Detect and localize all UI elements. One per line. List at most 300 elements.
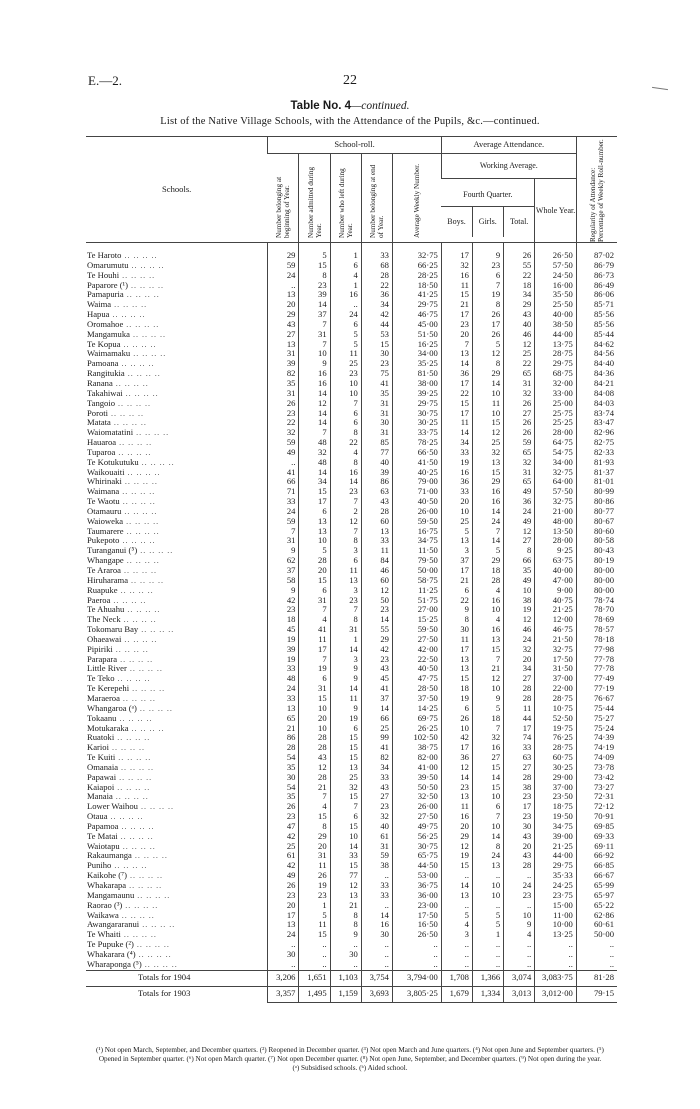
cell-value: 28·75 — [535, 743, 577, 753]
cell-value: 7 — [330, 802, 361, 812]
cell-value: 6 — [472, 802, 503, 812]
cell-value: 10 — [504, 911, 535, 921]
cell-value: 28 — [299, 733, 330, 743]
table-row — [86, 546, 617, 556]
cell-value: 5 — [472, 911, 503, 921]
school-name: Taumarere .. .. .. .. — [87, 526, 160, 536]
table-title-main: Table No. 4 — [290, 100, 352, 112]
cell-value: 15 — [330, 743, 361, 753]
cell-value: 82·96 — [576, 428, 617, 438]
cell-value: 17 — [441, 743, 472, 753]
cell-value: .. — [472, 901, 503, 911]
cell-value: 1,651 — [299, 970, 330, 986]
cell-value: 25 — [330, 359, 361, 369]
table-row — [86, 901, 617, 911]
school-name: Awangararanui .. .. .. .. — [87, 920, 176, 930]
school-name: Raorao (³) .. .. .. .. — [87, 900, 159, 910]
cell-value: 26·25 — [392, 724, 441, 734]
cell-value: .. — [268, 458, 299, 468]
cell-value: 24 — [504, 507, 535, 517]
school-name: Waima .. .. .. .. — [87, 300, 148, 310]
cell-value: 32 — [361, 812, 392, 822]
school-name: Otamauru .. .. .. .. — [87, 506, 158, 516]
school-name: Lower Waihou .. .. .. .. — [87, 802, 174, 812]
cell-value: 34·00 — [392, 349, 441, 359]
cell-value: 32 — [268, 428, 299, 438]
cell-value: .. — [504, 871, 535, 881]
cell-value: 84·56 — [576, 349, 617, 359]
footnote-line: (ᵃ) Subsidised schools. (ᵇ) Aided school. — [292, 1064, 408, 1072]
cell-value: 38·75 — [392, 743, 441, 753]
cell-value: 16 — [472, 497, 503, 507]
cell-value: 13 — [441, 349, 472, 359]
cell-value: .. — [576, 960, 617, 970]
cell-value: 26·50 — [535, 251, 577, 261]
cell-value: 41 — [268, 468, 299, 478]
cell-value: 13 — [299, 517, 330, 527]
cell-value: 3 — [441, 930, 472, 940]
cell-value: 3,012·00 — [535, 986, 577, 1002]
cell-value: .. — [504, 940, 535, 950]
cell-value: 85·56 — [576, 320, 617, 330]
cell-value: 61 — [361, 832, 392, 842]
cell-value: 13 — [361, 527, 392, 537]
cell-value: 24 — [268, 271, 299, 281]
cell-value: 86·06 — [576, 290, 617, 300]
cell-value: 12 — [504, 340, 535, 350]
cell-value: 38·50 — [535, 320, 577, 330]
cell-value: 23·50 — [535, 792, 577, 802]
schools-header: Schools. — [86, 137, 268, 243]
cell-value: 43 — [361, 497, 392, 507]
table-row — [86, 842, 617, 852]
cell-value: 69·75 — [392, 714, 441, 724]
table-row — [86, 487, 617, 497]
cell-value: 8 — [330, 615, 361, 625]
table-row — [86, 261, 617, 271]
cell-value: 5 — [472, 546, 503, 556]
cell-value: 21 — [441, 576, 472, 586]
cell-value: 20 — [268, 300, 299, 310]
cell-value: 23 — [268, 605, 299, 615]
cell-value: 38 — [504, 783, 535, 793]
table-gap — [86, 243, 617, 252]
cell-value: 31 — [299, 330, 330, 340]
cell-value: 20 — [504, 655, 535, 665]
school-name: Totals for 1904 — [86, 970, 268, 986]
cell-value: 12 — [299, 763, 330, 773]
avg-attendance-header: Average Attendance. — [441, 137, 576, 154]
cell-value: 13·25 — [535, 930, 577, 940]
cell-value: 32 — [504, 389, 535, 399]
cell-value: 60·61 — [576, 920, 617, 930]
cell-value: 14 — [299, 409, 330, 419]
school-name: Tangoio .. .. .. .. — [87, 398, 152, 408]
cell-value: 8 — [504, 546, 535, 556]
cell-value: 77 — [330, 871, 361, 881]
cell-value: 7 — [472, 527, 503, 537]
cell-value: 6 — [299, 674, 330, 684]
cell-value: 10 — [441, 724, 472, 734]
cell-value: 20 — [268, 901, 299, 911]
table-row — [86, 674, 617, 684]
cell-value: 28 — [504, 684, 535, 694]
cell-value: 19 — [441, 694, 472, 704]
cell-value: 70·91 — [576, 812, 617, 822]
cell-value: .. — [441, 940, 472, 950]
cell-value: 23 — [441, 320, 472, 330]
cell-value: 7 — [472, 281, 503, 291]
cell-value: 32·00 — [535, 379, 577, 389]
whole-year-header: Whole Year. — [535, 179, 577, 243]
cell-value: 9·25 — [535, 546, 577, 556]
school-name: Pamoana .. .. .. .. — [87, 359, 155, 369]
cell-value: 17·50 — [535, 655, 577, 665]
cell-value: 82 — [268, 369, 299, 379]
cell-value: 5 — [441, 527, 472, 537]
cell-value: 19 — [330, 714, 361, 724]
cell-value: 19 — [299, 664, 330, 674]
cell-value: 80·00 — [576, 586, 617, 596]
cell-value: 12 — [472, 349, 503, 359]
cell-value: 75·24 — [576, 724, 617, 734]
cell-value: 24 — [504, 881, 535, 891]
cell-value: 85·44 — [576, 330, 617, 340]
cell-value: 17 — [441, 409, 472, 419]
table-row — [86, 783, 617, 793]
cell-value: 39 — [361, 468, 392, 478]
cell-value: 39 — [299, 290, 330, 300]
cell-value: 65·99 — [576, 881, 617, 891]
beginning-header: Number belonging at beginning of Year. — [268, 154, 299, 243]
cell-value: 20 — [441, 822, 472, 832]
cell-value: 24·50 — [535, 271, 577, 281]
cell-value: 33 — [268, 664, 299, 674]
cell-value: 5 — [472, 704, 503, 714]
cell-value: 65 — [268, 714, 299, 724]
cell-value: 3,357 — [268, 986, 299, 1002]
table-row — [86, 960, 617, 970]
table-row — [86, 349, 617, 359]
cell-value: 11 — [330, 694, 361, 704]
cell-value: 14 — [472, 507, 503, 517]
cell-value: 10 — [472, 389, 503, 399]
cell-value: 34 — [441, 438, 472, 448]
cell-value: 79·15 — [576, 986, 617, 1002]
table-row — [86, 704, 617, 714]
cell-value: 14·25 — [392, 704, 441, 714]
cell-value: 43 — [268, 320, 299, 330]
cell-value: 38·00 — [392, 379, 441, 389]
cell-value: 14 — [330, 477, 361, 487]
school-name: Mangamuka .. .. .. .. — [87, 329, 166, 339]
cell-value: 8 — [330, 536, 361, 546]
cell-value: 14 — [472, 832, 503, 842]
cell-value: 78·74 — [576, 596, 617, 606]
cell-value: 19 — [268, 635, 299, 645]
cell-value: 14 — [299, 418, 330, 428]
cell-value: 21·50 — [535, 635, 577, 645]
cell-value: 7 — [330, 399, 361, 409]
cell-value: 39 — [268, 645, 299, 655]
school-name: Maraeroa .. .. .. .. — [87, 693, 156, 703]
school-name: Waimamaku .. .. .. .. — [87, 349, 167, 359]
cell-value: 21 — [299, 783, 330, 793]
cell-value: 17 — [504, 802, 535, 812]
cell-value: 5 — [472, 920, 503, 930]
cell-value: 16·25 — [392, 340, 441, 350]
cell-value: 30·75 — [392, 842, 441, 852]
cell-value: 3 — [330, 655, 361, 665]
cell-value: 32·75 — [535, 468, 577, 478]
cell-value: 14 — [299, 300, 330, 310]
school-name: Waikawa .. .. .. .. — [87, 910, 155, 920]
table-row — [86, 536, 617, 546]
cell-value: 79·00 — [392, 477, 441, 487]
cell-value: 47 — [268, 822, 299, 832]
table-row — [86, 930, 617, 940]
cell-value: 80·86 — [576, 497, 617, 507]
cell-value: 28·75 — [535, 694, 577, 704]
cell-value: 59 — [504, 438, 535, 448]
cell-value: 18·50 — [392, 281, 441, 291]
cell-value: .. — [330, 300, 361, 310]
cell-value: 23 — [268, 409, 299, 419]
cell-value: 30 — [441, 625, 472, 635]
school-name: Totals for 1903 — [86, 986, 268, 1002]
cell-value: 40·75 — [535, 596, 577, 606]
table-row — [86, 399, 617, 409]
school-name: Te Matai .. .. .. .. — [87, 831, 154, 841]
cell-value: 84 — [361, 556, 392, 566]
school-name: Hiruharama .. .. .. .. — [87, 575, 165, 585]
cell-value: 32 — [299, 448, 330, 458]
cell-value: 4 — [299, 615, 330, 625]
cell-value: 40·00 — [535, 310, 577, 320]
cell-value: 48 — [299, 458, 330, 468]
cell-value: 42 — [361, 310, 392, 320]
cell-value: 31 — [299, 851, 330, 861]
cell-value: 11·50 — [392, 546, 441, 556]
table-row — [86, 605, 617, 615]
cell-value: 65·97 — [576, 891, 617, 901]
cell-value: 16 — [472, 743, 503, 753]
cell-value: 29 — [504, 300, 535, 310]
cell-value: 45 — [268, 625, 299, 635]
cell-value: 36·00 — [392, 891, 441, 901]
cell-value: 99 — [361, 733, 392, 743]
cell-value: 29 — [472, 369, 503, 379]
cell-value: 66·50 — [392, 448, 441, 458]
cell-value: 15 — [361, 340, 392, 350]
cell-value: 7 — [299, 655, 330, 665]
cell-value: 84·08 — [576, 389, 617, 399]
cell-value: 54·75 — [535, 448, 577, 458]
cell-value: 50·00 — [392, 566, 441, 576]
cell-value: 23 — [268, 812, 299, 822]
cell-value: 6 — [330, 320, 361, 330]
cell-value: 15·00 — [535, 901, 577, 911]
cell-value: 32·75 — [535, 497, 577, 507]
cell-value: 8 — [330, 458, 361, 468]
cell-value: 71·00 — [392, 487, 441, 497]
cell-value: 58·75 — [392, 576, 441, 586]
cell-value: 84·36 — [576, 369, 617, 379]
cell-value: 80·67 — [576, 517, 617, 527]
cell-value: 16 — [299, 379, 330, 389]
cell-value: 12 — [441, 763, 472, 773]
cell-value: 28·25 — [392, 271, 441, 281]
school-name: Tuparoa .. .. .. .. — [87, 447, 152, 457]
cell-value: 17 — [441, 645, 472, 655]
cell-value: 28 — [299, 743, 330, 753]
cell-value: 24 — [472, 851, 503, 861]
cell-value: 26 — [299, 871, 330, 881]
school-name: Oromahoe .. .. .. .. — [87, 319, 160, 329]
cell-value: 7 — [472, 724, 503, 734]
school-name: Te Whaiti .. .. .. .. — [87, 930, 157, 940]
cell-value: 66 — [361, 714, 392, 724]
cell-value: 5 — [472, 340, 503, 350]
cell-value: 18 — [441, 684, 472, 694]
cell-value: .. — [268, 281, 299, 291]
cell-value: 68 — [361, 261, 392, 271]
cell-value: 23 — [330, 369, 361, 379]
cell-value: 15 — [299, 694, 330, 704]
cell-value: 80·77 — [576, 507, 617, 517]
cell-value: 81·37 — [576, 468, 617, 478]
cell-value: .. — [472, 940, 503, 950]
cell-value: 44·00 — [535, 851, 577, 861]
cell-value: .. — [330, 940, 361, 950]
table-row — [86, 812, 617, 822]
cell-value: 8 — [299, 822, 330, 832]
cell-value: 9 — [330, 704, 361, 714]
cell-value: 12 — [441, 842, 472, 852]
cell-value: 28 — [268, 743, 299, 753]
table-row — [86, 802, 617, 812]
cell-value: 40 — [504, 320, 535, 330]
cell-value: 14 — [441, 773, 472, 783]
cell-value: 63 — [361, 487, 392, 497]
school-name: Omarumutu .. .. .. .. — [87, 260, 165, 270]
cell-value: 13 — [330, 763, 361, 773]
admitted-header: Number admitted during Year. — [299, 154, 330, 243]
cell-value: 5 — [299, 911, 330, 921]
school-name: Waioweka .. .. .. .. — [87, 516, 160, 526]
cell-value: 10·75 — [535, 704, 577, 714]
cell-value: .. — [472, 960, 503, 970]
table-row — [86, 920, 617, 930]
cell-value: .. — [504, 960, 535, 970]
cell-value: .. — [441, 950, 472, 960]
cell-value: 63·75 — [535, 556, 577, 566]
cell-value: .. — [441, 871, 472, 881]
cell-value: 4 — [472, 615, 503, 625]
cell-value: 24·25 — [535, 881, 577, 891]
cell-value: 25 — [268, 842, 299, 852]
school-name: Pipiriki .. .. .. .. — [87, 644, 149, 654]
cell-value: 17 — [441, 379, 472, 389]
cell-value: 42 — [361, 645, 392, 655]
cell-value: 66·67 — [576, 871, 617, 881]
cell-value: 14 — [299, 468, 330, 478]
cell-value: 33·75 — [392, 428, 441, 438]
cell-value: 86 — [361, 477, 392, 487]
school-name: Pamapuria .. .. .. .. — [87, 290, 160, 300]
cell-value: 48·00 — [535, 517, 577, 527]
cell-value: 31 — [299, 596, 330, 606]
cell-value: 33 — [441, 448, 472, 458]
cell-value: .. — [535, 960, 577, 970]
cell-value: 7 — [472, 655, 503, 665]
cell-value: 40 — [361, 822, 392, 832]
cell-value: 18 — [472, 714, 503, 724]
cell-value: 16·50 — [392, 920, 441, 930]
cell-value: 43 — [361, 783, 392, 793]
cell-value: 29 — [472, 556, 503, 566]
cell-value: 21·00 — [535, 507, 577, 517]
cell-value: 65 — [504, 369, 535, 379]
cell-value: 10 — [472, 822, 503, 832]
cell-value: 42 — [441, 733, 472, 743]
cell-value: 16 — [361, 920, 392, 930]
cell-value: 36 — [441, 477, 472, 487]
cell-value: 48 — [299, 438, 330, 448]
table-row — [86, 724, 617, 734]
cell-value: 66 — [268, 477, 299, 487]
cell-value: 28 — [361, 271, 392, 281]
cell-value: 46·75 — [535, 625, 577, 635]
table-row — [86, 566, 617, 576]
cell-value: 19·50 — [535, 812, 577, 822]
cell-value: 22 — [330, 438, 361, 448]
cell-value: 5 — [299, 251, 330, 261]
cell-value: 23 — [361, 605, 392, 615]
cell-value: 13 — [268, 340, 299, 350]
table-row — [86, 290, 617, 300]
cell-value: 8 — [472, 842, 503, 852]
cell-value: 10 — [299, 536, 330, 546]
table-row — [86, 458, 617, 468]
cell-value: 21 — [330, 901, 361, 911]
cell-value: 84·62 — [576, 340, 617, 350]
cell-value: 56·25 — [392, 832, 441, 842]
table-row — [86, 950, 617, 960]
cell-value: 34 — [299, 477, 330, 487]
table-row — [86, 409, 617, 419]
cell-value: 6 — [299, 507, 330, 517]
cell-value: 4 — [472, 586, 503, 596]
cell-value: 16 — [472, 625, 503, 635]
table-row — [86, 596, 617, 606]
cell-value: 49 — [268, 871, 299, 881]
cell-value: 2 — [330, 507, 361, 517]
school-name: Ruapuke .. .. .. .. — [87, 585, 154, 595]
footnote-line: (¹) Not open March, September, and December quarters. (²) Reopened in December quarter. (³) Not open March and June quarters. (⁴) Not open June and September quarters. (⁵) Opened in September quarter. (⁶) Not open March quarter. (⁷) Not open December quarter. (⁸) Not open June, September, and December quarters. (⁹) Not open during the year. — [96, 1046, 604, 1063]
cell-value: .. — [535, 950, 577, 960]
cell-value: 11 — [299, 635, 330, 645]
cell-value: 85·56 — [576, 310, 617, 320]
cell-value: 29 — [361, 635, 392, 645]
cell-value: 77·49 — [576, 674, 617, 684]
school-name: Te Kotukutuku .. .. .. .. — [87, 457, 175, 467]
cell-value: 78·18 — [576, 635, 617, 645]
table-row — [86, 832, 617, 842]
school-name: Whangaroa (ᵃ) .. .. .. .. — [87, 703, 173, 713]
cell-value: 36 — [361, 290, 392, 300]
cell-value: 44 — [504, 714, 535, 724]
